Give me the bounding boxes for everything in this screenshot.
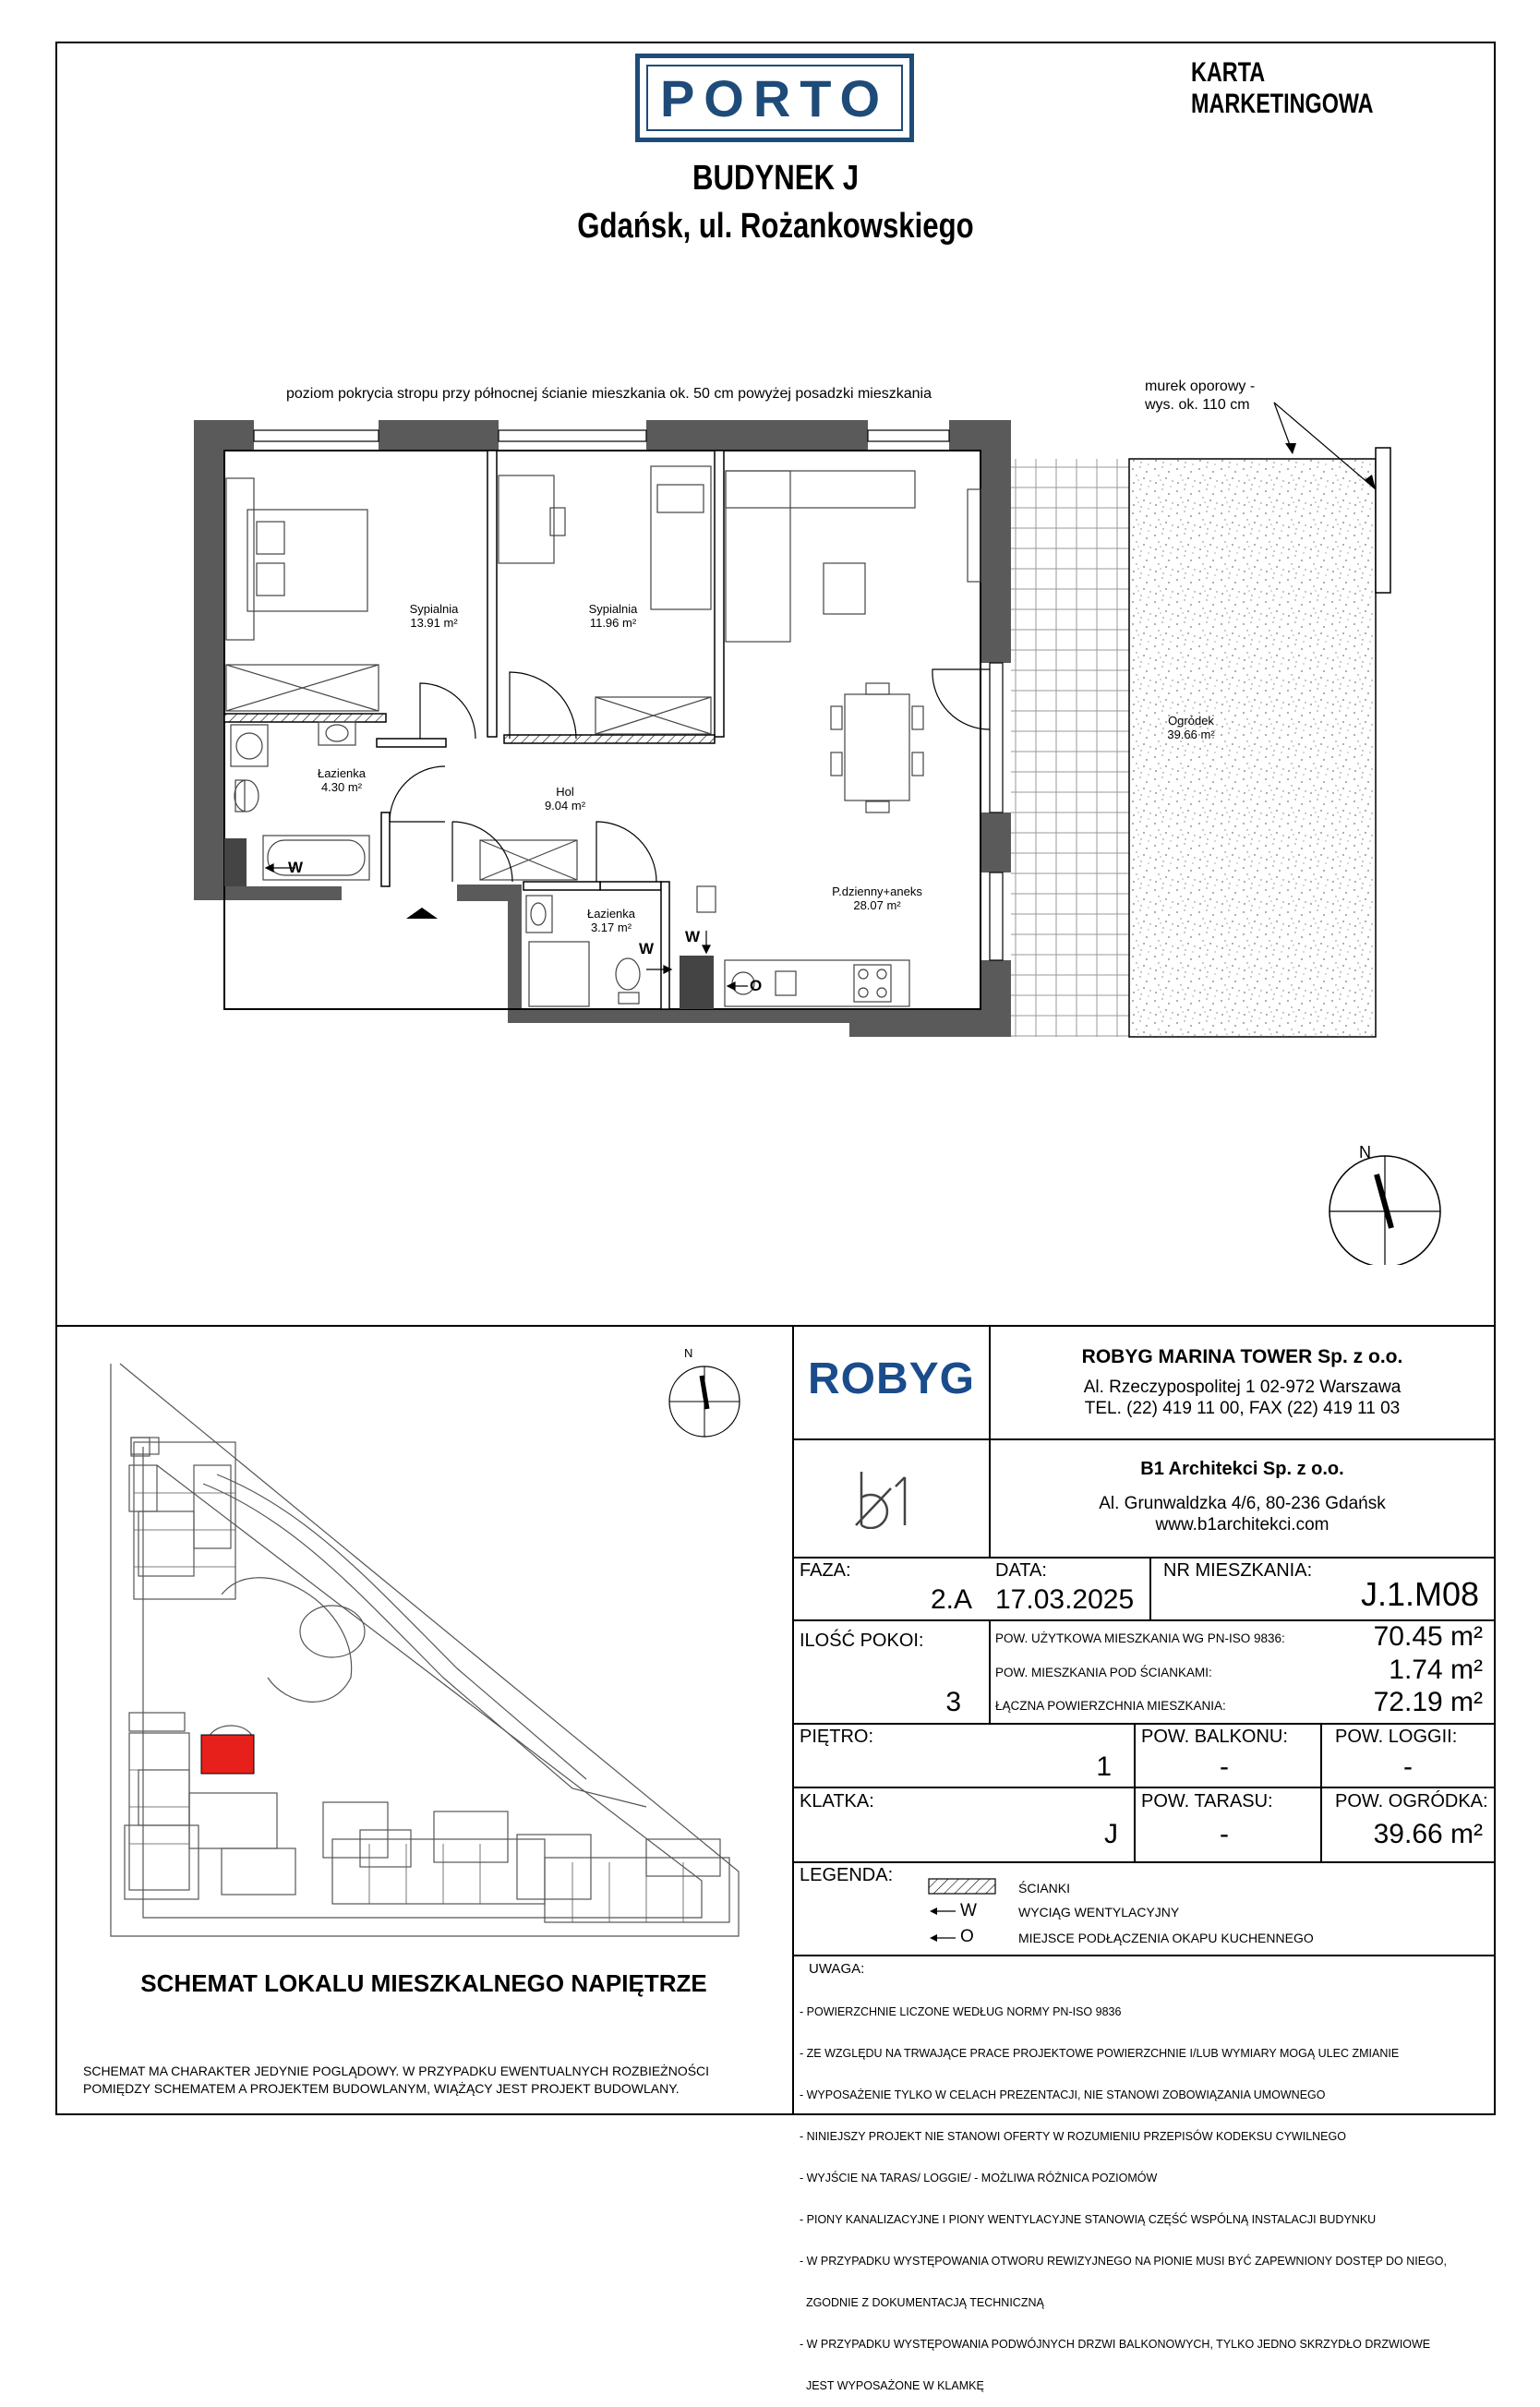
compass-north-label: N (1359, 1143, 1371, 1161)
b1-logo (854, 1470, 919, 1529)
compass (1325, 1145, 1445, 1265)
notes-list (800, 1978, 1492, 2407)
pow-uzytkowa-value: 70.45 m² (1373, 1621, 1483, 1652)
room-bedroom-2 (567, 602, 659, 630)
retaining-wall-note-2: wys. ok. 110 cm (1145, 397, 1250, 413)
loggia-label: POW. LOGGII: (1335, 1727, 1458, 1747)
developer-address: Al. Rzeczypospolitej 1 02-972 Warszawa (1083, 1378, 1402, 1397)
note-line: - WYPOSAŻENIE TYLKO W CELACH PREZENTACJI, NIE STANOWI ZOBOWIĄZANIA UMOWNEGO (800, 2088, 1326, 2101)
retaining-wall (1376, 448, 1390, 593)
vent-label: W (288, 859, 304, 876)
note-line: - ZE WZGLĘDU NA TRWAJĄCE PRACE PROJEKTOWE POWIERZCHNIE I/LUB WYMIARY MOGĄ ULEC ZMIANIE (800, 2047, 1400, 2060)
room-name: Sypialnia (409, 602, 459, 616)
room-name: Ogródek (1168, 714, 1214, 728)
room-bathroom-1 (295, 766, 388, 794)
klatka-value: J (1104, 1819, 1118, 1849)
note-line: ZGODNIE Z DOKUMENTACJĄ TECHNICZNĄ (800, 2296, 1044, 2309)
pow-uzytkowa-label: POW. UŻYTKOWA MIESZKANIA WG PN-ISO 9836: (995, 1631, 1285, 1645)
room-bedroom-1 (388, 602, 480, 630)
nr-label: NR MIESZKANIA: (1163, 1560, 1313, 1581)
room-name: P.dzienny+aneks (832, 885, 922, 898)
pow-laczna-value: 72.19 m² (1373, 1687, 1483, 1717)
klatka-label: KLATKA: (800, 1791, 874, 1811)
room-name: Łazienka (586, 907, 636, 921)
pow-laczna-label: ŁĄCZNA POWIERZCHNIA MIESZKANIA: (995, 1699, 1226, 1713)
pow-sciankami-value: 1.74 m² (1389, 1655, 1483, 1685)
legend-vent-symbol: W (960, 1901, 977, 1920)
ogrodek-value: 39.66 m² (1373, 1819, 1483, 1849)
legend-vent-text: WYCIĄG WENTYLACYJNY (1018, 1905, 1180, 1920)
room-area: 4.30 m² (320, 780, 363, 794)
vent-label: W (639, 940, 655, 957)
schema-compass-north-label: N (684, 1346, 693, 1360)
retaining-wall-note-1: murek oporowy - (1145, 379, 1256, 394)
pietro-value: 1 (1096, 1751, 1112, 1782)
schema-title: SCHEMAT LOKALU MIESZKALNEGO NAPIĘTRZE (140, 1969, 707, 1997)
room-area: 28.07 m² (853, 898, 901, 912)
building-address: Gdańsk, ul. Rożankowskiego (577, 207, 974, 246)
legend-hood-symbol: O (960, 1927, 974, 1946)
schema-disclaimer-2: POMIĘDZY SCHEMATEM A PROJEKTEM BUDOWLANYM, WIĄŻĄCY JEST PROJEKT BUDOWLANY. (83, 2081, 680, 2096)
data-value: 17.03.2025 (995, 1584, 1135, 1615)
column-divider (792, 1325, 794, 2115)
note-line: - PIONY KANALIZACYJNE I PIONY WENTYLACYJNE STANOWIĄ CZĘŚĆ WSPÓLNĄ INSTALACJI BUDYNKU (800, 2213, 1377, 2226)
apartment-highlight (201, 1735, 254, 1774)
note-line: - W PRZYPADKU WYSTĘPOWANIA OTWORU REWIZYJNEGO NA PIONIE MUSI BYĆ ZAPEWNIONY DOSTĘP DO NIEGO, (800, 2255, 1447, 2268)
loggia-value: - (1403, 1751, 1413, 1782)
pokoje-label: ILOŚĆ POKOI: (800, 1631, 924, 1651)
developer-name: ROBYG MARINA TOWER Sp. z o.o. (1081, 1346, 1403, 1367)
data-label: DATA: (995, 1560, 1047, 1581)
legend-wall-symbol (928, 1878, 996, 1895)
hood-label: O (750, 977, 763, 994)
schema-disclaimer-1: SCHEMAT MA CHARAKTER JEDYNIE POGLĄDOWY. W PRZYPADKU EWENTUALNYCH ROZBIEŻNOŚCI (83, 2064, 710, 2078)
legend-arrow-icon (928, 1906, 957, 1917)
room-garden (1145, 714, 1237, 741)
notes-title: UWAGA: (809, 1961, 865, 1977)
note-line: - WYJŚCIE NA TARAS/ LOGGIE/ - MOŻLIWA RÓŻNICA POZIOMÓW (800, 2172, 1158, 2184)
balkon-value: - (1220, 1751, 1229, 1782)
legend-label: LEGENDA: (800, 1865, 894, 1885)
room-area: 3.17 m² (590, 921, 632, 934)
taras-label: POW. TARASU: (1141, 1791, 1273, 1811)
room-area: 9.04 m² (544, 799, 586, 812)
legend-arrow-icon (928, 1932, 957, 1944)
note-line: - POWIERZCHNIE LICZONE WEDŁUG NORMY PN-ISO 9836 (800, 2005, 1122, 2018)
pietro-label: PIĘTRO: (800, 1727, 874, 1747)
note-line: JEST WYPOSAŻONE W KLAMKĘ (800, 2379, 984, 2392)
room-living (812, 885, 942, 912)
faza-label: FAZA: (800, 1560, 851, 1581)
legend-hood-text: MIEJSCE PODŁĄCZENIA OKAPU KUCHENNEGO (1018, 1931, 1314, 1945)
room-bathroom-2 (565, 907, 657, 934)
terrace-tiles (1011, 459, 1129, 1037)
taras-value: - (1220, 1819, 1229, 1849)
floor-plan (0, 0, 1540, 1108)
room-area: 13.91 m² (410, 616, 458, 630)
note-line: - NINIEJSZY PROJEKT NIE STANOWI OFERTY W ROZUMIENIU PRZEPISÓW KODEKSU CYWILNEGO (800, 2130, 1346, 2143)
developer-phone: TEL. (22) 419 11 00, FAX (22) 419 11 03 (1084, 1399, 1401, 1418)
pow-sciankami-label: POW. MIESZKANIA POD ŚCIANKAMI: (995, 1666, 1212, 1679)
nr-value: J.1.M08 (1360, 1575, 1479, 1613)
balkon-label: POW. BALKONU: (1141, 1727, 1288, 1747)
building-name: BUDYNEK J (692, 159, 860, 198)
schema-compass (663, 1355, 746, 1438)
ceiling-note: poziom pokrycia stropu przy północnej ścianie mieszkania ok. 50 cm powyżej posadzki mieszkania (286, 386, 932, 402)
room-name: Hol (556, 785, 574, 799)
architect-website: www.b1architekci.com (1155, 1515, 1329, 1534)
faza-value: 2.A (930, 1584, 972, 1615)
ogrodek-label: POW. OGRÓDKA: (1335, 1791, 1488, 1811)
room-area: 39.66 m² (1167, 728, 1215, 741)
pokoje-value: 3 (945, 1687, 961, 1717)
card-type: KARTA MARKETINGOWA (1191, 57, 1374, 119)
room-hall (519, 785, 611, 812)
room-name: Łazienka (317, 766, 367, 780)
note-line: - W PRZYPADKU WYSTĘPOWANIA PODWÓJNYCH DRZWI BALKONOWYCH, TYLKO JEDNO SKRZYDŁO DRZWIOWE (800, 2338, 1431, 2351)
legend-wall-text: ŚCIANKI (1018, 1881, 1071, 1896)
architect-name: B1 Architekci Sp. z o.o. (1140, 1459, 1344, 1479)
robyg-logo: ROBYG (807, 1354, 975, 1403)
garden-area (1129, 459, 1376, 1037)
porto-logo-text: PORTO (659, 69, 890, 127)
architect-address: Al. Grunwaldzka 4/6, 80-236 Gdańsk (1099, 1494, 1386, 1513)
room-name: Sypialnia (588, 602, 638, 616)
vent-label: W (685, 928, 701, 945)
room-area: 11.96 m² (589, 616, 637, 630)
